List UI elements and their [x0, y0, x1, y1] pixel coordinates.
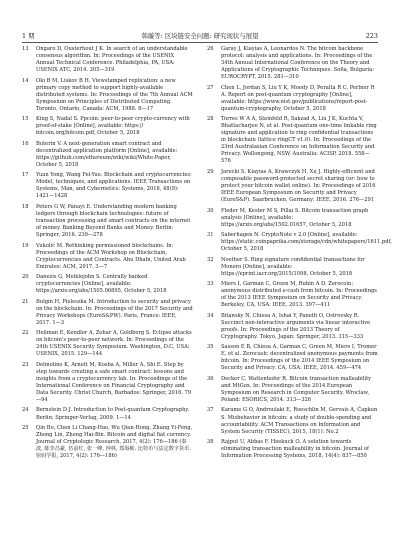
reference-text: Fleder M, Kester M S, Pillai S. Bitcoin transaction graph analysis [Online], available: https://arxiv.org/abs/1502.01657, October 5, 2018: [221, 207, 369, 228]
reference-number: 15: [22, 116, 29, 123]
reference-text: Miers I, Garman C, Green M, Rubin A D. Zerocoin: anonymous distributed e-cash from bitcoin. In: Proceedings of the 2013 IEEE Symposium on Security and Privacy. Berkeley, CA, USA: IEEE, 2013. 397—411: [221, 281, 377, 309]
reference-text: Saberhagen N. CryptoNote v 2.0 [Online], available: https://static.coinpaprika.com/storage/cdn/whitepapers/1611.pdf, October 5, 2018: [221, 232, 392, 253]
reference-text: Bitansky N, Chiesa A, Ishai Y, Paneth O, Ostrovsky R. Succinct non-interactive arguments via linear interactive proofs. In: Proceedings of the 2013 Theory of Cryptography. Tokyo, Japan: Springer, 2013. 315—333: [221, 312, 371, 340]
reference-text: Garay J, Kiayias A, Leonardos N. The bitcoin backbone protocol: analysis and applications. In: Proceedings of the 34th Annual International Conference on the Theory and Applications of Cryptographic Techniques. Sofia, Bulgaria: EUROCRYPT, 2015. 281—310: [221, 46, 374, 81]
reference-number: 21: [22, 298, 29, 305]
reference-entry: [207, 407, 378, 435]
reference-entry: [207, 376, 378, 404]
reference-number: 28: [207, 116, 214, 123]
reference-text: Torres W A A, Steinfeld R, Sakzad A, Liu J K, Kuchta V, Bhattacharjee N, et al. Post-quantum one-time linkable ring signature and application to ring confidential transactions in blockchain (lattice ringCT v1.0). In: Proceedings of the 23rd Australasian Conference on Information Security and Privacy. Wollongong, NSW, Australia: ACISP, 2018. 558—576: [221, 116, 377, 165]
reference-entry: [22, 78, 193, 113]
reference-entry: [22, 141, 193, 169]
reference-entry: [207, 257, 378, 278]
reference-entry: [22, 204, 193, 239]
reference-text: Sasson E B, Chiesa A, Garman C, Green M, Miers I, Tromer E, et al. Zerocash: decentralized anonymous payments from bitcoin. In: Proceedings of the 2014 IEEE Symposium on Security and Privacy. CA, USA: IEEE, 2014. 459—474: [221, 344, 378, 372]
reference-text: Heilman E, Kendler A, Zohar A, Goldberg S. Eclipse attacks on bitcoin's peer-to-peer network. In: Proceedings of the 24th USENIX Security Symposium. Washington, D.C, USA: USENIX, 2015. 129—144: [36, 330, 192, 358]
reference-entry: [207, 208, 378, 229]
reference-number: 22: [22, 330, 29, 337]
reference-text: Bulgin H, Pieleszka M. Introduction to security and privacy on the blockchain. In: Proceedings of the 2017 Security and Privacy Workshops (EuroS&PW). Paris, France: IEEE, 2017. 1—3: [36, 298, 193, 326]
reference-text: Yuan Yong, Wang Fei-Yue. Blockchain and cryptocurrencies: Model, techniques, and applications. IEEE Transactions on Systems, Man, and Cybernetics: Systems, 2018, 48(9): 1421—1428: [36, 172, 192, 200]
page-number: 223: [365, 32, 378, 40]
reference-text: Noether S. Ring signature confidential transactions for Monero [Online], available: https://eprint.iacr.org/2015/1098, October 5, 2018: [221, 256, 365, 277]
reference-entry: [207, 344, 378, 372]
reference-number: 36: [207, 375, 214, 382]
reference-number: 25: [22, 424, 29, 431]
reference-entry: [22, 274, 193, 295]
reference-text: Qin Bo, Chen Li Chang-Hao, Wu Qian-Hong, Zhang Yi-Feng, Zhong Lin, Zheng Hai-Bin. Bitcoin and digital fiat currency. Journal of Cryptologic Research, 2017, 4(2): 176—186 (秦波, 陈李昌豪, 伍前红, 张一峰, 钟林, 郑海彬. 比特币与法定数字货币. 密码学报, 2017, 4(2): 176—186): [36, 424, 193, 460]
reference-entry: [207, 232, 392, 253]
references-left-column: [22, 46, 193, 464]
reference-number: 38: [207, 439, 214, 446]
reference-number: 23: [22, 361, 29, 368]
reference-entry: [207, 281, 378, 309]
reference-number: 27: [207, 84, 214, 91]
reference-number: 24: [22, 407, 29, 414]
reference-number: 26: [207, 46, 214, 52]
reference-number: 14: [22, 77, 29, 84]
reference-text: Oki B M, Liskov B H. Viewstamped replication: a new primary copy method to support highly-available distributed systems. In: Proceedings of the 7th Annual ACM Symposium on Principles of Distributed Computing. Toronto, Ontario, Canada: ACM, 1988. 8—17: [36, 77, 193, 112]
reference-entry: [207, 116, 378, 165]
reference-entry: [207, 169, 378, 204]
reference-text: Jarecki S, Kiayias A, Krawczyk H, Xu J. Highly-efficient and composable password-protected secret sharing (or: how to protect your bitcoin wallet online). In: Proceedings of 2016 IEEE European Symposium on Security and Privacy (EuroS&P). Saarbrucken, Germany: IEEE, 2016. 276—291: [221, 168, 376, 204]
references-right-column: [207, 46, 392, 464]
reference-text: Karame G O, Androulaki E, Roeschlin M, Gervais A, Čapkun S. Misbehavior in bitcoin: a study of double-spending and accountability. ACM Transactions on Information and System Security (TISSEC), 2015, 18(1): No.2: [221, 407, 378, 435]
reference-entry: [22, 46, 193, 74]
reference-number: 20: [22, 274, 29, 281]
reference-number: 18: [22, 203, 29, 210]
header-rule: [22, 42, 378, 43]
reference-number: 13: [22, 46, 29, 52]
reference-text: Decker C, Wattenhofer R. Bitcoin transaction malleability and MtGox. In: Proceedings of the 2014 European Symposium on Research in Computer Security. Wroclaw, Poland: ESORICS, 2014. 313—326: [221, 375, 372, 404]
reference-entry: [22, 425, 193, 460]
reference-text: King S, Nadal S. Ppcoin: peer-to-peer crypto-currency with proof-of-stake [Online], available: https:// bitcoin.org/bitcoin.pdf, October 5, 2018: [36, 116, 190, 137]
reference-number: 29: [207, 168, 214, 175]
reference-number: 34: [207, 312, 214, 319]
reference-text: Ongaro D, Ousterhout J K. In search of an understandable consensus algorithm. In: Proceedings of the USENIX Annual Technical Conference. Philadelphia, PA, USA: USENIX ATC, 2014. 305—319: [36, 46, 188, 74]
reference-text: Buterin V. A next-generation smart contract and decentralized application platform [Online], available: https://github.com/ethereum/wiki/wiki/White-Paper, October 5, 2018: [36, 140, 178, 168]
reference-entry: [207, 313, 378, 341]
reference-entry: [22, 299, 193, 327]
reference-number: 19: [22, 242, 29, 249]
reference-number: 30: [207, 207, 214, 214]
reference-text: Bernstein D J. Introduction to Post-quantum Cryptography. Berlin: Springer-Verlag, 2009. 1—14: [36, 407, 190, 421]
reference-number: 35: [207, 344, 214, 351]
reference-number: 17: [22, 172, 29, 179]
reference-text: Vukolić M. Rethinking permissioned blockchains. In: Proceedings of the ACM Workshop on Blockchain, Cryptocurrencies and Contracts. Abu Dhabi, United Arab Emirates: ACM, 2017. 3—7: [36, 242, 186, 270]
reference-entry: [207, 46, 378, 81]
reference-text: Rajput U, Abbas F, Heekuck O. A solution towards eliminating transaction malleability in bitcoin. Journal of Information Processing Systems, 2018, 14(4): 837—850: [221, 439, 369, 460]
reference-number: 33: [207, 281, 214, 288]
reference-entry: [22, 330, 193, 358]
reference-entry: [22, 362, 193, 404]
reference-entry: [22, 243, 193, 271]
issue-number: 1 期: [22, 32, 35, 40]
reference-number: 37: [207, 407, 214, 414]
reference-text: Chen L, Jordan S, Liu Y K, Moody D, Peralta R C, Perlner R A. Report on post-quantum cryptography [Online], available: https://www.nist.gov/publications/report-post-quantum-cryptography, October 5, 2018: [221, 84, 375, 112]
reference-text: Peters G W, Panayi E. Understanding modern banking ledgers through blockchain technologies: future of transaction processing and smart contracts on the internet of money. Banking Beyond Banks and Money. Berlin: Springer, 2016. 239—278: [36, 203, 191, 239]
reference-text: Danezis G, Meiklejohn S. Centrally banked cryptocurrencies [Online], available: https://arxiv.org/abs/1505.06895, October 5, 2018: [36, 274, 167, 295]
reference-number: 16: [22, 140, 29, 147]
reference-number: 32: [207, 256, 214, 263]
reference-entry: [22, 172, 193, 200]
reference-text: Delmolino K, Arnett M, Kosba A, Miller A, Shi E. Step by step towards creating a safe smart contract: lessons and insights from a cryptocurrency lab. In: Proceedings of the International Conference on Financial Cryptography and Data Security. Christ Church, Barbados: Springer, 2016. 79—94: [36, 361, 192, 404]
reference-entry: [207, 439, 378, 460]
reference-entry: [22, 407, 193, 421]
reference-number: 31: [207, 232, 214, 239]
reference-entry: [22, 116, 193, 137]
running-title: 韩璇等: 区块链安全问题: 研究现状与展望: [141, 32, 259, 40]
reference-entry: [207, 85, 378, 113]
